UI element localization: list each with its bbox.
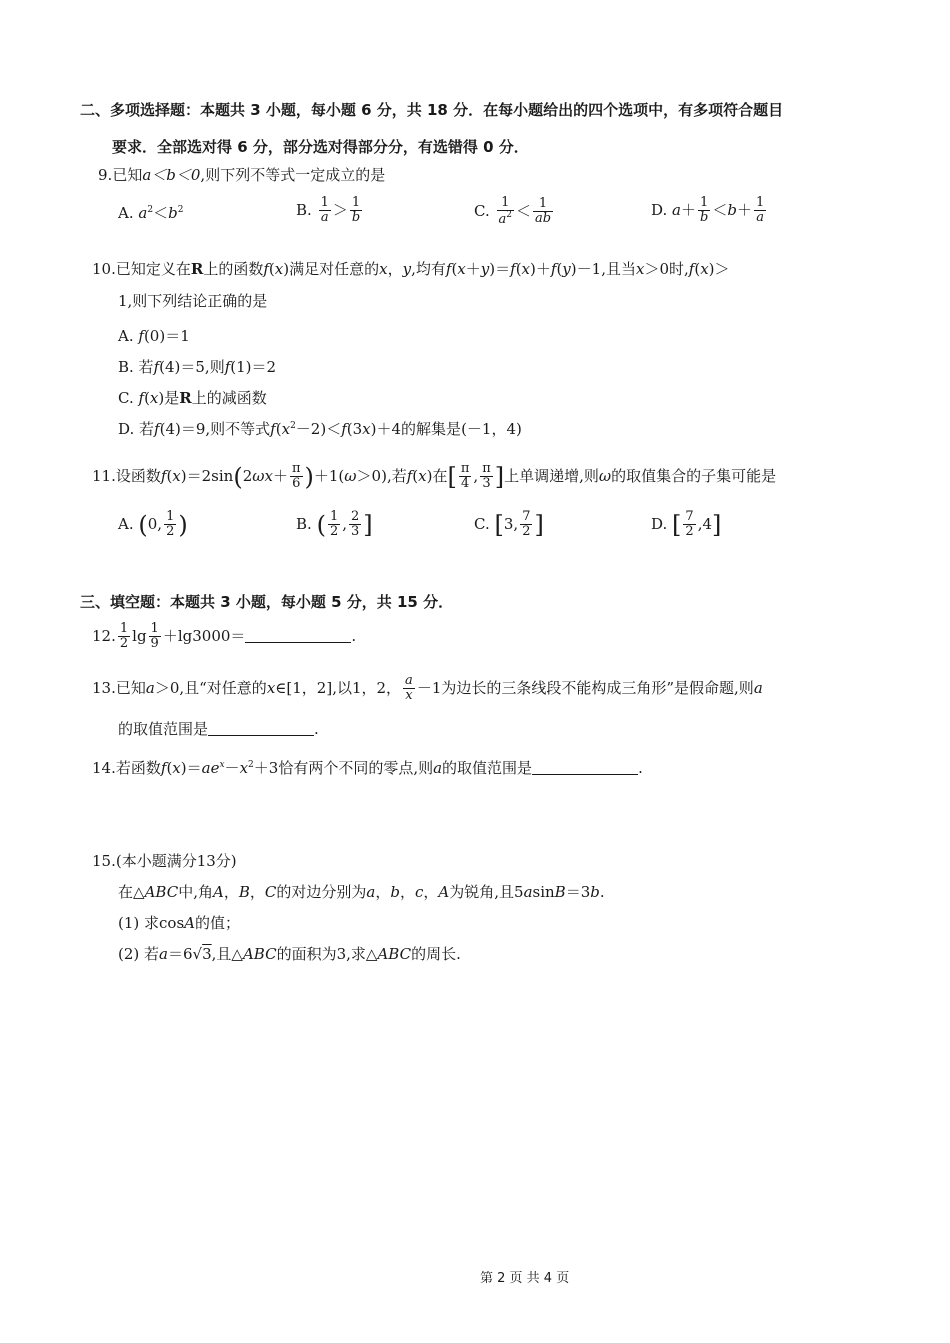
- q10-text-f: 时,: [668, 260, 689, 278]
- q10-real-set: R: [190, 260, 204, 278]
- q11-option-d: D. [ $\frac{7}{2}$ ,4]: [651, 509, 722, 540]
- q12-end: .: [351, 626, 357, 645]
- q10-text-e: ,且当: [601, 260, 636, 278]
- q15-number: 15.: [92, 852, 116, 870]
- q13-answer-blank[interactable]: [208, 721, 314, 736]
- q10-number: 10.: [92, 260, 116, 278]
- q10-option-d-mid: ,则不等式: [205, 420, 271, 438]
- question-15-part2: (2) 若a＝6√3,且△ABC的面积为3,求△ABC的周长.: [118, 945, 461, 963]
- q15-score: (本小题满分13分): [115, 852, 237, 870]
- q15-part2-a: (2) 若: [118, 945, 160, 963]
- q9-stem-prefix: 已知: [112, 166, 143, 184]
- q14-text-c: 的取值范围是: [442, 759, 533, 777]
- q11-option-a-label: A.: [118, 514, 134, 533]
- q10-option-c-prefix: C.: [118, 389, 134, 407]
- q13-number: 13.: [92, 678, 116, 697]
- q15-part2-b: ,且: [211, 945, 232, 963]
- q12-answer-blank[interactable]: [245, 628, 351, 643]
- q10-option-c-real-set: R: [179, 389, 192, 407]
- q9-option-a: A. $a^2<b^2$: [118, 204, 184, 222]
- q15-text-d: 为锐角,且: [449, 883, 515, 901]
- q11-text-e: 的取值集合的子集可能是: [611, 466, 777, 485]
- q13-text-b: ,且“对任意的: [179, 678, 267, 697]
- q14-text-b: 恰有两个不同的零点,则: [278, 759, 434, 777]
- q15-part1-b: 的值；: [195, 914, 241, 932]
- q9-option-c-label: C.: [474, 201, 490, 220]
- section3-heading: 三、填空题：本题共 3 小题，每小题 5 分，共 15 分．: [80, 593, 454, 611]
- q11-option-d-label: D.: [651, 514, 668, 533]
- q11-option-b-label: B.: [296, 514, 312, 533]
- q11-option-b: B. ( $\frac{1}{2}$ , $\frac{2}{3}$ ]: [296, 509, 373, 540]
- q9-option-d: D. a＋ $\frac{1}{b}$ ＜b＋ $\frac{1}{a}$: [651, 195, 765, 226]
- q11-text-b: ,若: [386, 466, 407, 485]
- q11-option-c-label: C.: [474, 514, 490, 533]
- question-15-part1: (1) 求cosA的值；: [118, 914, 241, 932]
- q10-option-d-suffix: 的解集是: [401, 420, 462, 438]
- q11-text-c: 在: [432, 466, 448, 485]
- q10-option-c: C. f(x)是R上的减函数: [118, 389, 267, 407]
- q9-option-a-label: A.: [118, 204, 134, 222]
- q10-option-b-mid: ,则: [204, 358, 225, 376]
- q11-text-a: 设函数: [115, 466, 161, 485]
- q9-option-b: B. $\frac{1}{a}$ ＞ $\frac{1}{b}$: [296, 195, 361, 226]
- q13-end: .: [314, 720, 319, 738]
- question-12: 12. $\frac{1}{2}$ lg $\frac{1}{9}$ ＋lg3000＝ .: [92, 621, 357, 652]
- q12-number: 12.: [92, 626, 116, 645]
- question-13-line1: 13.已知a＞0,且“对任意的x∈[1，2],以1，2， $\frac{a}{x}$ －1为边长的三条线段不能构成三角形”是假命题,则a: [92, 673, 763, 704]
- question-14: 14.若函数$f(x)=ae^x-x^2+3$恰有两个不同的零点,则a的取值范围是 .: [92, 759, 643, 777]
- q15-part2-d: 的周长.: [411, 945, 461, 963]
- question-10-line1: 10.已知定义在R上的函数f(x)满足对任意的x，y,均有f(x＋y)＝f(x)＋f(y)－1,且当x＞0时,f(x)＞: [92, 260, 730, 278]
- q13-text-a: 已知: [115, 678, 146, 697]
- section2-heading-line2: 要求．全部选对得 6 分，部分选对得部分分，有选错得 0 分．: [112, 138, 529, 156]
- q13-text-c: ,以1，2，: [332, 678, 402, 697]
- q15-part1-a: (1) 求: [118, 914, 160, 932]
- q13-text-d: 为边长的三条线段不能构成三角形”是假命题,则: [441, 678, 754, 697]
- q9-option-b-label: B.: [296, 200, 312, 219]
- q14-answer-blank[interactable]: [532, 760, 638, 775]
- q10-text-b: 上的函数: [203, 260, 264, 278]
- q10-option-d: D. 若f(4)＝9,则不等式$f(x^2-2)<f(3x)+4$的解集是(－1，4): [118, 420, 522, 438]
- q14-number: 14.: [92, 759, 116, 777]
- q10-text-d: ,均有: [411, 260, 446, 278]
- q11-text-d: 上单调递增,则: [504, 466, 599, 485]
- q10-option-d-prefix: D. 若: [118, 420, 155, 438]
- q9-stem-suffix: ,则下列不等式一定成立的是: [200, 166, 386, 184]
- q10-option-c-mid: 是: [164, 389, 180, 407]
- q15-text-b: 中,角: [178, 883, 213, 901]
- q10-text-c: 满足对任意的: [289, 260, 380, 278]
- q13-line2-text: 的取值范围是: [118, 720, 209, 738]
- q9-number: 9.: [98, 166, 113, 184]
- q14-end: .: [638, 759, 643, 777]
- question-10-line2: 1,则下列结论正确的是: [118, 292, 268, 310]
- q10-option-b: B. 若f(4)＝5,则f(1)＝2: [118, 358, 277, 376]
- section2-heading-line1: 二、多项选择题：本题共 3 小题，每小题 6 分，共 18 分．在每小题给出的四个选项中，有多项符合题目: [80, 101, 784, 119]
- question-11-stem: 11.设函数f(x)＝2sin(2ωx＋ $\frac{\pi}{6}$ )＋1(ω＞0),若f(x)在[ $\frac{\pi}{4}$ , $\frac{\pi}{3}$ ]上单调递增,则ω的取值集合的子集可能是: [92, 461, 777, 492]
- question-15-header: [92, 850, 237, 871]
- q11-option-c: C. [3, $\frac{7}{2}$ ]: [474, 509, 544, 540]
- question-9-stem: [98, 164, 385, 185]
- q15-text-a: 在: [118, 883, 134, 901]
- q11-option-a: A. (0, $\frac{1}{2}$ ): [118, 509, 188, 540]
- q10-option-b-prefix: B. 若: [118, 358, 154, 376]
- page-footer: 第 2 页 共 4 页: [480, 1271, 570, 1286]
- q15-text-c: 的对边分别为: [276, 883, 367, 901]
- q14-text-a: 若函数: [115, 759, 161, 777]
- q10-option-c-suffix: 上的减函数: [191, 389, 267, 407]
- question-15-line1: 在△ABC中,角A，B，C的对边分别为a，b，c，A为锐角,且5asinB＝3b.: [118, 883, 605, 901]
- q9-condition: a＜b＜0: [142, 166, 201, 184]
- q9-option-c: C. $\frac{1}{a^2}$ ＜ $\frac{1}{ab}$: [474, 195, 552, 228]
- q15-part2-c: 的面积为3,求: [276, 945, 366, 963]
- q10-option-a-label: A.: [118, 327, 134, 345]
- q10-option-a: A. f(0)＝1: [118, 327, 190, 345]
- q10-text-a: 已知定义在: [115, 260, 191, 278]
- question-13-line2: [118, 718, 319, 739]
- q11-number: 11.: [92, 466, 116, 485]
- q9-option-d-label: D.: [651, 200, 668, 219]
